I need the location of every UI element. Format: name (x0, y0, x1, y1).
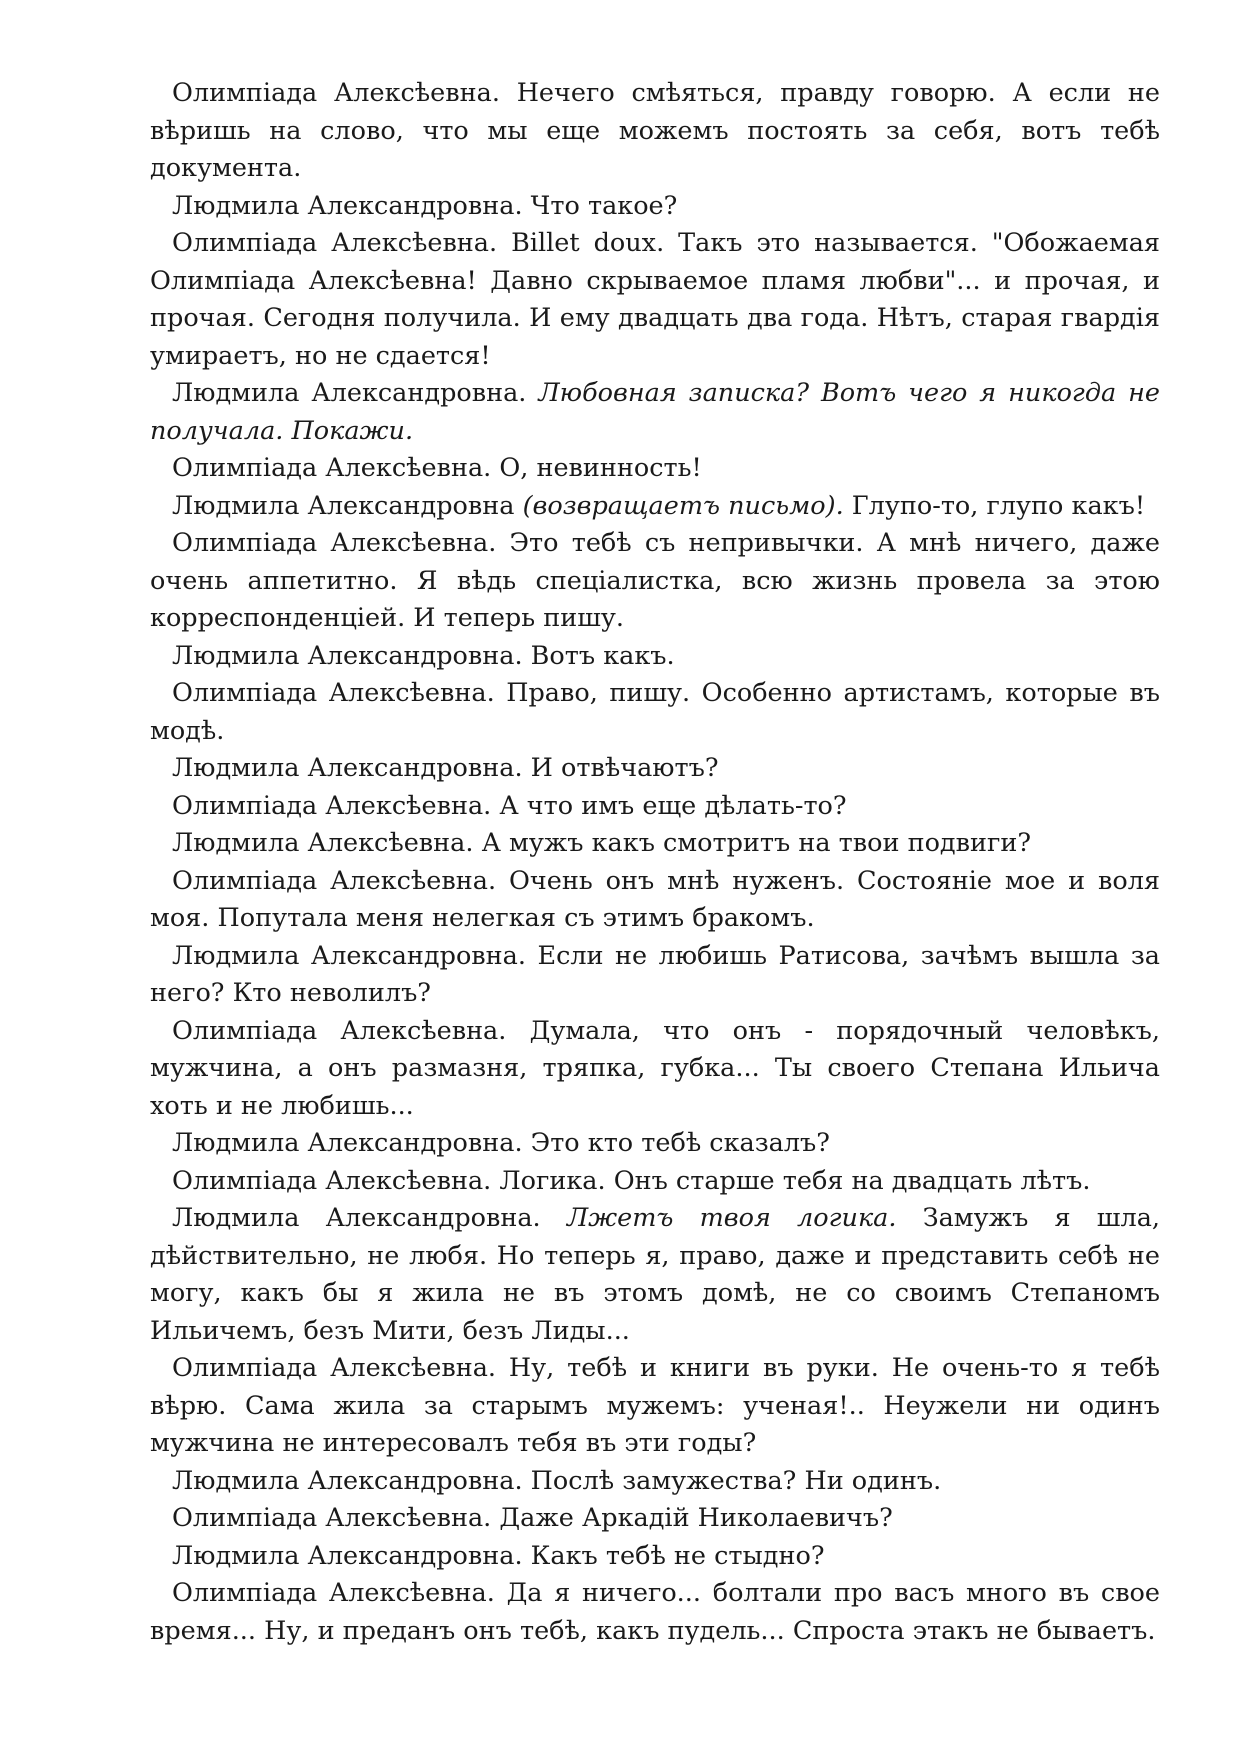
speaker-name: Людмила Александровна. (172, 378, 527, 408)
dialogue-line (150, 1500, 1160, 1538)
speaker-name: Людмила Александровна. (172, 1465, 523, 1496)
speaker-name: Олимпіада Алексѣевна. (172, 1015, 507, 1046)
dialogue-line (150, 1575, 1160, 1650)
dialogue-text: И отвѣчаютъ? (522, 753, 719, 783)
dialogue-text: Даже Аркадій Николаевичъ? (491, 1503, 893, 1533)
dialogue-text: Любовная записка? Вотъ чего я никогда не получала. Покажи. (150, 378, 1161, 446)
dialogue-line (150, 75, 1160, 188)
dialogue-line (150, 1163, 1160, 1201)
dialogue-line (150, 375, 1160, 450)
speaker-name: Олимпіада Алексѣевна. (172, 528, 497, 558)
speaker-name: Людмила Александровна. (172, 640, 523, 671)
dialogue-line (150, 1350, 1160, 1463)
dialogue-line (150, 225, 1160, 375)
dialogue-text: Ну, тебѣ и книги въ руки. Не очень-то я тебѣ вѣрю. Сама жила за старымъ мужемъ: ученая!.. Неужели ни одинъ мужчина не интересовалъ тебя въ эти годы? (150, 1353, 1160, 1458)
dialogue-line (150, 450, 1160, 488)
speaker-name: Олимпіада Алексѣевна. (172, 1503, 492, 1533)
dialogue-text: Нечего смѣяться, правду говорю. А если не вѣришь на слово, что мы еще можемъ постоять за себя, вотъ тебѣ документа. (150, 78, 1160, 183)
dialogue-text: Это тебѣ съ непривычки. А мнѣ ничего, даже очень аппетитно. Я вѣдь спеціалистка, всю жизнь провела за этою корреспонденціей. И теперь пишу. (150, 528, 1160, 633)
speaker-name: Олимпіада Алексѣевна. (172, 1578, 495, 1608)
speaker-name: Людмила Александровна. (172, 1540, 523, 1571)
dialogue-text: Право, пишу. Особенно артистамъ, которые въ модѣ. (150, 678, 1161, 746)
dialogue-text: Billet doux. Такъ это называется. "Обожаемая Олимпіада Алексѣевна! Давно скрываемое пламя любви"... и прочая, и прочая. Сегодня получила. И ему двадцать два года. Нѣтъ, старая гвардія умираетъ, но не сдается! (150, 228, 1160, 371)
speaker-name: Людмила Алексѣевна. (172, 828, 474, 858)
dialogue-text: Очень онъ мнѣ нуженъ. Состояніе мое и воля моя. Попутала меня нелегкая съ этимъ бракомъ. (150, 865, 1160, 933)
speaker-name: Людмила Александровна. (172, 940, 526, 971)
dialogue-line (150, 488, 1160, 526)
dialogue-line (150, 788, 1160, 826)
dialogue-text: Вотъ какъ. (522, 640, 675, 671)
document-page (150, 75, 1160, 1650)
dialogue-text: Если не любишь Ратисова, зачѣмъ вышла за него? Кто неволилъ? (150, 940, 1160, 1008)
speaker-name: Олимпіада Алексѣевна. (172, 453, 492, 483)
dialogue-text: Что такое? (522, 190, 678, 221)
speaker-name: Людмила Александровна. (172, 753, 523, 783)
dialogue-italic: Лжетъ твоя логика. (540, 1203, 897, 1233)
dialogue-line (150, 638, 1160, 676)
dialogue-line (150, 825, 1160, 863)
dialogue-line (150, 1463, 1160, 1501)
speaker-name: Людмила Александровна. (172, 1128, 523, 1158)
speaker-name: Олимпіада Алексѣевна. (172, 865, 497, 896)
speaker-name: Олимпіада Алексѣевна. (172, 228, 498, 258)
dialogue-text: Логика. Онъ старше тебя на двадцать лѣтъ. (491, 1165, 1091, 1196)
dialogue-line (150, 525, 1160, 638)
dialogue-line (150, 675, 1160, 750)
dialogue-line (150, 1200, 1160, 1350)
dialogue-text: Это кто тебѣ сказалъ? (522, 1128, 830, 1158)
dialogue-text: А мужъ какъ смотритъ на твои подвиги? (473, 828, 1032, 858)
dialogue-line (150, 750, 1160, 788)
dialogue-line (150, 1125, 1160, 1163)
dialogue-line (150, 1538, 1160, 1576)
dialogue-text: Да я ничего... болтали про васъ много въ свое время... Ну, и преданъ онъ тебѣ, какъ пудель... Спроста этакъ не бываетъ. (150, 1578, 1160, 1646)
speaker-name: Олимпіада Алексѣевна. (172, 1353, 497, 1383)
dialogue-text: Послѣ замужества? Ни одинъ. (522, 1465, 942, 1496)
dialogue-text: Думала, что онъ - порядочный человѣкъ, мужчина, а онъ размазня, тряпка, губка... Ты своего Степана Ильича хоть и не любишь... (150, 1015, 1160, 1121)
dialogue-line (150, 938, 1160, 1013)
dialogue-text: О, невинность! (491, 453, 702, 483)
speaker-name: Олимпіада Алексѣевна. (172, 1165, 492, 1196)
speaker-name: Людмила Александровна. (172, 190, 523, 221)
speaker-name: Олимпіада Алексѣевна. (172, 790, 492, 821)
speaker-name: Олимпіада Алексѣевна. (172, 678, 495, 708)
dialogue-line (150, 1013, 1160, 1126)
stage-direction: (возвращаетъ письмо). (514, 490, 844, 521)
dialogue-text: Глупо-то, глупо какъ! (843, 490, 1146, 521)
dialogue-line (150, 188, 1160, 226)
speaker-name: Людмила Александровна. (172, 1203, 541, 1233)
dialogue-line (150, 863, 1160, 938)
speaker-name: Людмила Александровна (172, 490, 515, 521)
speaker-name: Олимпіада Алексѣевна. (172, 78, 500, 108)
dialogue-text: А что имъ еще дѣлать-то? (491, 790, 847, 821)
dialogue-text: Какъ тебѣ не стыдно? (522, 1540, 825, 1571)
dialogue-text: Замужъ я шла, дѣйствительно, не любя. Но теперь я, право, даже и представить себѣ не могу, какъ бы я жила не въ этомъ домѣ, не со своимъ Степаномъ Ильичемъ, безъ Мити, безъ Лиды... (150, 1203, 1161, 1346)
